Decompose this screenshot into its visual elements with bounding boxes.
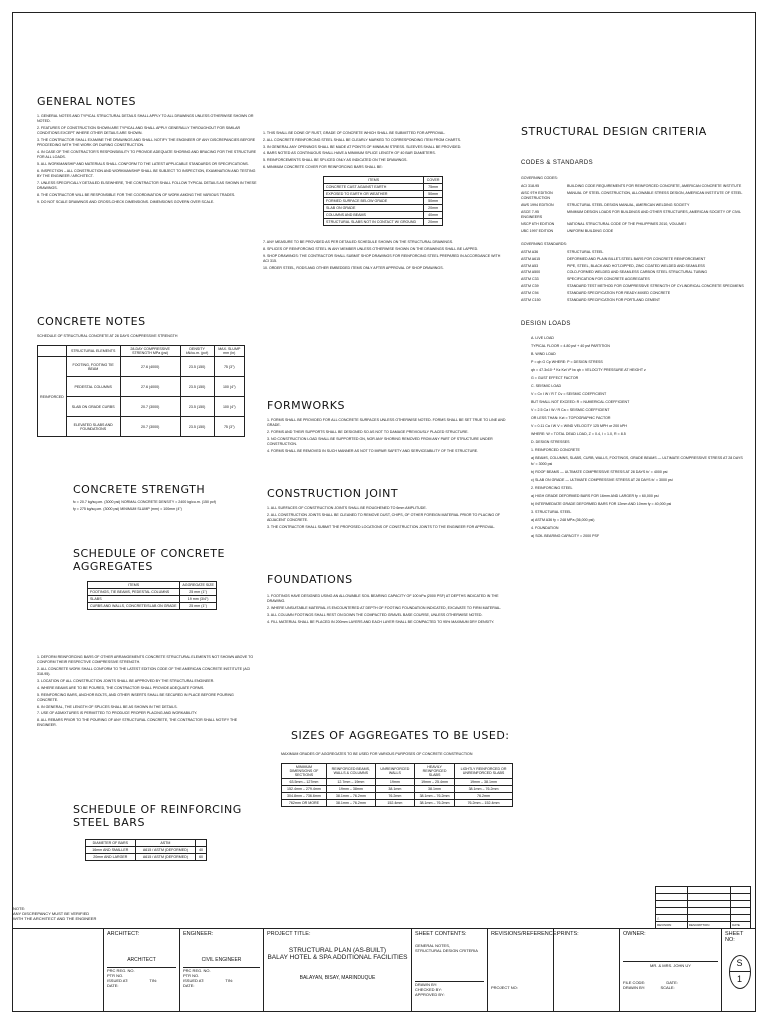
load-line: qh = 47.3x10⁻⁶ Kz Kzt V² Iw qh = VELOCITY PRESSURE AT HEIGHT z bbox=[531, 367, 646, 372]
note-line: 1. DEFORM REINFORCING BARS OF OTHER ARRANGEMENTS CONCRETE STRUCTURAL ELEMENTS NOT SHOWN ABOVE TO CONFORM THEIR RESPECTIVE COMPRESSIVE STRENGTH. bbox=[37, 655, 254, 665]
issued-label: ISSUED AT: bbox=[183, 978, 205, 983]
load-line: D. DESIGN STRESSES bbox=[531, 439, 570, 444]
table-header: MAX. SLUMP mm (in) bbox=[214, 346, 244, 357]
sheet-number: 1 bbox=[730, 971, 750, 987]
load-line: V = 0.11 Ca I W V = WIND VELOCITY 125 MPH or 200 kPH bbox=[531, 423, 627, 428]
design-loads-title: DESIGN LOADS bbox=[521, 320, 571, 327]
project-title-cell bbox=[263, 929, 411, 1011]
rev-date-label: DATE bbox=[731, 922, 751, 929]
standard-desc: STANDARD TEST METHOD FOR COMPRESSIVE STRENGTH OF CYLINDRICAL CONCRETE SPECIMENS bbox=[567, 283, 744, 288]
code-id: AISC 9TH EDITION bbox=[521, 191, 553, 195]
standards-list bbox=[521, 250, 747, 303]
owner-name: MR. & MRS. JOHN UY bbox=[623, 961, 718, 968]
revisions-label: REVISIONS/REFERENCE: bbox=[491, 931, 558, 937]
table-cell: 40 bbox=[196, 847, 207, 854]
cover-table-header: COVER bbox=[424, 177, 443, 184]
general-note: 5. REINFORCEMENTS SHALL BE SPLICED ONLY AS INDICATED ON THE DRAWINGS. bbox=[263, 158, 408, 163]
code-id: NSCP 6TH EDITION bbox=[521, 221, 555, 226]
table-header: HEAVILY REINFORCED SLABS bbox=[415, 764, 455, 779]
governing-codes-label: GOVERNING CODES: bbox=[521, 176, 558, 180]
sheet-contents-line: STRUCTURAL DESIGN CRITERIA bbox=[415, 948, 478, 953]
standard-id: ASTM C150 bbox=[521, 297, 541, 302]
codes-list bbox=[521, 184, 747, 234]
foundations-section bbox=[267, 573, 507, 626]
table-cell: 25 mm (1") bbox=[180, 603, 217, 610]
table-row bbox=[282, 779, 513, 786]
design-loads-list bbox=[531, 335, 747, 540]
concrete-notes-intro: SCHEDULE OF STRUCTURAL CONCRETE AT 28 DAYS COMPRESSIVE STRENGTH bbox=[37, 334, 178, 338]
standard-item bbox=[521, 250, 747, 255]
concrete-strength-table bbox=[37, 345, 245, 437]
sheet-no-cell bbox=[721, 929, 757, 1011]
aggregates-schedule-title: SCHEDULE OF CONCRETE AGGREGATES bbox=[73, 547, 225, 573]
prints-label: PRINTS: bbox=[557, 931, 579, 937]
owner-label: OWNER: bbox=[623, 931, 646, 937]
table-cell: ELEVATED SLABS AND FOUNDATIONS bbox=[66, 417, 120, 437]
table-row bbox=[86, 847, 207, 854]
standard-desc: STANDARD SPECIFICATION FOR READY-MIXED CONCRETE bbox=[567, 290, 671, 295]
date-label: DATE: bbox=[107, 983, 119, 988]
sheet-contents-line: GENERAL NOTES, bbox=[415, 943, 450, 948]
standard-id: ASTM C33 bbox=[521, 277, 539, 282]
note-line: fy = 275 kg/sq.cm. (3000 psi) MINIMUM SLUMP (mm) = 100mm (4") bbox=[73, 506, 182, 511]
code-item bbox=[521, 184, 747, 189]
standard-desc: COLD-FORMED WELDED AND SEAMLESS CARBON STEEL STRUCTURAL TUBING bbox=[567, 270, 708, 275]
engineer-name: CIVIL ENGINEER bbox=[201, 957, 242, 963]
standard-item bbox=[521, 264, 747, 269]
table-cell: 75 (3") bbox=[214, 357, 244, 377]
table-header bbox=[196, 840, 207, 847]
table-header: DENSITY kN/cu.m. (pcf) bbox=[180, 346, 214, 357]
note-line: fc = 20.7 kg/sq.cm. (3000 psi) NORMAL CONCRETE DENSITY = 2400 kg/cu.m. (150 pcf) bbox=[73, 500, 217, 504]
design-criteria-section bbox=[521, 125, 747, 541]
general-notes-title: GENERAL NOTES bbox=[37, 95, 137, 108]
note-line: 4. FORMS SHALL BE REMOVED IN SUCH MANNER AS NOT TO IMPAIR SAFETY AND SERVICEABILITY OF THE STRUCTURE. bbox=[267, 448, 479, 453]
note-line: 7. USE OF ADMIXTURES IS PERMITTED TO PRODUCE PROPER PLACING AND WORKABILITY. bbox=[37, 711, 198, 716]
load-line: a) BEAMS, COLUMNS, SLABS, CURB, WALLS, FOOTINGS, GRADE BEAMS — ULTIMATE COMPRESSIVE STRESS AT 28 DAYS fc' = 3000 psi bbox=[531, 455, 743, 467]
table-row bbox=[324, 205, 443, 212]
standard-id: ASTM A53 bbox=[521, 263, 539, 268]
general-note: 5. ALL WORKMANSHIP AND MATERIALS SHALL CONFORM TO THE LATEST APPLICABLE STANDARDS OR SPECIFICATIONS. bbox=[37, 162, 249, 166]
code-desc: STRUCTURAL STEEL DESIGN MANUAL, AMERICAN WELDING SOCIETY bbox=[567, 203, 690, 207]
concrete-notes-title: CONCRETE NOTES bbox=[37, 315, 146, 328]
note-line: 9. SHOP DRAWINGS: THE CONTRACTOR SHALL SUBMIT SHOP DRAWINGS FOR REINFORCING STEEL PREPARED IN ACCORDANCE WITH ACI 315. bbox=[263, 253, 501, 263]
foundations-title: FOUNDATIONS bbox=[267, 573, 353, 586]
cover-table bbox=[323, 176, 443, 226]
sizes-aggregates-title: SIZES OF AGGREGATES TO BE USED: bbox=[291, 729, 510, 742]
date-label: DATE: bbox=[666, 980, 678, 985]
sheet-code: S bbox=[736, 958, 743, 968]
sizes-aggregates-intro: MAXIMUM GRADES OF AGGREGATES TO BE USED FOR VARIOUS PURPOSES OF CONCRETE CONSTRUCTION bbox=[281, 752, 473, 756]
cover-value: 50mm bbox=[424, 198, 443, 205]
ptr-label: PTR NO. bbox=[107, 973, 124, 978]
design-criteria-title: STRUCTURAL DESIGN CRITERIA bbox=[521, 125, 707, 138]
verify-note bbox=[13, 906, 133, 921]
cover-item: FORMED SURFACE BELOW GRADE bbox=[324, 198, 424, 205]
note-line: 8. SPLICES OF REINFORCING STEEL IN ANY MEMBER UNLESS OTHERWISE SHOWN ON THE DRAWINGS SHALL BE LAPPED. bbox=[263, 246, 479, 251]
note-line: 4. WHERE BEAMS ARE TO BE POURED, THE CONTRACTOR SHALL PROVIDE ADEQUATE FORMS. bbox=[37, 685, 205, 690]
note-line: 2. WHERE UNSUITABLE MATERIAL IS ENCOUNTERED AT DEPTH OF FOOTING FOUNDATION INDICATED, EXCAVATE TO FIRM MATERIAL. bbox=[267, 606, 502, 610]
general-note: 6. MINIMUM CONCRETE COVER FOR REINFORCING BARS SHALL BE: bbox=[263, 164, 383, 169]
revision-grid bbox=[655, 886, 751, 929]
table-row bbox=[324, 184, 443, 191]
note-line: 7. ANY MEASURE TO BE PROVIDED AS PER DETAILED SCHEDULE SHOWN ON THE STRUCTURAL DRAWINGS. bbox=[263, 240, 454, 245]
table-header: ASTM bbox=[135, 840, 195, 847]
governing-standards-label: GOVERNING STANDARDS: bbox=[521, 241, 567, 246]
standard-desc: DEFORMED AND PLAIN BILLET-STEEL BARS FOR CONCRETE REINFORCEMENT bbox=[567, 256, 706, 261]
group-label: REINFORCED bbox=[38, 357, 67, 437]
table-row bbox=[88, 596, 217, 603]
table-cell: 16mm AND SMALLER bbox=[86, 847, 136, 854]
code-item bbox=[521, 229, 747, 234]
table-cell: 20.7 (3000) bbox=[120, 417, 180, 437]
standard-desc: STRUCTURAL STEEL bbox=[567, 250, 604, 254]
code-id: ASCE 7-95 bbox=[521, 209, 539, 214]
rebar-schedule-title: SCHEDULE OF REINFORCING STEEL BARS bbox=[73, 803, 242, 829]
drawn-by-label: DRAWN BY: bbox=[623, 985, 646, 990]
table-cell: 304.8mm – 736.6mm bbox=[282, 793, 327, 800]
aggregates-table bbox=[87, 581, 217, 610]
table-cell: 23.5 (150) bbox=[180, 357, 214, 377]
table-cell: 27.6 (4000) bbox=[120, 377, 180, 397]
sheet-no-label: SHEET NO: bbox=[725, 931, 744, 943]
project-no-label: PROJECT NO: bbox=[491, 985, 518, 990]
ptr-label: PTR NO. bbox=[183, 973, 200, 978]
standard-id: ASTM A500 bbox=[521, 270, 541, 275]
table-cell: 152.4mm – 279.4mm bbox=[282, 786, 327, 793]
table-cell: SLABS bbox=[88, 596, 180, 603]
construction-joint-title: CONSTRUCTION JOINT bbox=[267, 487, 399, 500]
cover-value: 20mm bbox=[424, 205, 443, 212]
approved-by-label: APPROVED BY: bbox=[415, 992, 445, 997]
drawn-by-label: DRAWN BY: bbox=[415, 981, 484, 987]
table-cell: 23.5 (150) bbox=[180, 377, 214, 397]
table-cell: 38.1mm bbox=[375, 786, 414, 793]
general-notes-section bbox=[37, 95, 257, 206]
note-line: 3. ALL COLUMN FOOTINGS SHALL REST ON DOWN THE COMPACTED GRAVEL BASE COURSE, UNLESS OTHERWISE NOTED. bbox=[267, 612, 483, 617]
table-header: MINIMUM DIMENSIONS OF SECTIONS bbox=[282, 764, 327, 779]
load-line: a) HIGH GRADE DEFORMED BARS FOR 16mm AND LARGER fy = 60,000 psi bbox=[531, 494, 659, 499]
general-note: 2. FEATURES OF CONSTRUCTION SHOWN ARE TYPICAL AND SHALL APPLY GENERALLY THROUGHOUT FOR SIMILAR CONDITIONS EXCEPT WHERE OTHER DETAILS ARE SHOWN. bbox=[37, 126, 241, 136]
cover-value: 20mm bbox=[424, 219, 443, 226]
table-cell: 38.1mm – 76.2mm bbox=[326, 793, 375, 800]
load-line: b) ROOF BEAMS — ULTIMATE COMPRESSIVE STRESS AT 28 DAYS fc' = 4000 psi bbox=[531, 470, 668, 475]
note-line: 8. ALL REBARS PRIOR TO THE POURING OF ANY STRUCTURAL CONCRETE, THE CONTRACTOR SHALL NOTIFY THE ENGINEER. bbox=[37, 718, 238, 728]
load-line: P = qh G Cp WHERE: P = DESIGN STRESS bbox=[531, 359, 603, 364]
table-cell: 152.4mm bbox=[375, 800, 414, 807]
code-item bbox=[521, 203, 747, 208]
code-desc: NATIONAL STRUCTURAL CODE OF THE PHILIPPINES 2010, VOLUME I bbox=[567, 221, 687, 226]
note-line: 6. IN GENERAL, THE LENGTH OF SPLICES SHALL BE AS SHOWN IN THE DETAILS. bbox=[37, 704, 178, 709]
standard-id: ASTM A36 bbox=[521, 250, 539, 254]
table-cell: FOOTINGS, TIE BEAMS, PEDESTAL COLUMNS bbox=[88, 589, 180, 596]
table-cell: 762mm OR MORE bbox=[282, 800, 327, 807]
formworks-section bbox=[267, 399, 507, 456]
table-header: 28-DAY COMPRESSIVE STRENGTH MPa (psi) bbox=[120, 346, 180, 357]
table-cell: A615 / ASTM (DEFORMED) bbox=[135, 854, 195, 861]
code-item bbox=[521, 222, 747, 227]
table-header: ITEMS bbox=[88, 582, 180, 589]
load-line: c) SLAB ON GRADE — ULTIMATE COMPRESSIVE STRESS AT 28 DAYS fc' = 3000 psi bbox=[531, 478, 673, 483]
general-note: 1. THIS SHALL BE DONE OF RUST, GRADE OF CONCRETE WHICH SHALL BE SUBMITTED FOR APPROVAL. bbox=[263, 131, 446, 135]
note-line: WITH THE ARCHITECT AND THE ENGINEER bbox=[13, 916, 97, 921]
load-line: WHERE: W = TOTAL DEAD LOAD, Z = 0.4, I = 1.0, R = 8.5 bbox=[531, 431, 626, 436]
table-cell: 100 (4") bbox=[214, 377, 244, 397]
architect-label: ARCHITECT: bbox=[107, 931, 140, 937]
note-line: 3. THE CONTRACTOR SHALL SUBMIT THE PROPOSED LOCATIONS OF CONSTRUCTION JOINTS TO THE ENGINEER FOR APPROVAL. bbox=[267, 524, 496, 529]
table-row bbox=[86, 854, 207, 861]
cover-item: STRUCTURAL SLABS NOT IN CONTACT W/ GROUND bbox=[324, 219, 424, 226]
concrete-notes-section bbox=[37, 315, 247, 437]
table-row bbox=[38, 377, 245, 397]
project-location: BALAYAN, BISAY, MARINDUQUE bbox=[299, 975, 376, 981]
table-row bbox=[282, 786, 513, 793]
load-line: a) ASTM A36 fy = 248 MPa (36,000 psi) bbox=[531, 518, 595, 523]
standard-item bbox=[521, 298, 747, 303]
general-note: 4. BARS NOTED AS CONTINUOUS SHALL HAVE A MINIMUM SPLICE LENGTH OF 40 BAR DIAMETERS. bbox=[263, 151, 436, 156]
table-cell: A615 / ASTM (DEFORMED) bbox=[135, 847, 195, 854]
table-cell: 23.5 (150) bbox=[180, 417, 214, 437]
note-line: 3. NO CONSTRUCTION LOAD SHALL BE SUPPORTED ON, NOR ANY SHORING REMOVED FROM ANY PART OF STRUCTURE UNDER CONSTRUCTION. bbox=[267, 436, 493, 446]
table-row bbox=[38, 417, 245, 437]
table-cell: 19mm bbox=[375, 779, 414, 786]
general-note: 3. THE CONTRACTOR SHALL EXAMINE THE DRAWINGS AND SHALL NOTIFY THE ENGINEER OF ANY DISCREPANCIES BEFORE PROCEEDING WITH THE WORK OR DURING CONSTRUCTION. bbox=[37, 138, 256, 148]
load-line: 2. REINFORCING STEEL bbox=[531, 486, 573, 491]
general-note: 4. IN CASE OF THE CONTRACTOR'S RESPONSIBILITY TO PROVIDE ADEQUATE SHORING AND BRACING FOR THE STRUCTURE FOR ALL LOADS. bbox=[37, 150, 257, 160]
table-cell: 25 mm (1") bbox=[180, 589, 217, 596]
code-desc: MINIMUM DESIGN LOADS FOR BUILDINGS AND OTHER STRUCTURES, AMERICAN SOCIETY OF CIVIL ENGINEERS bbox=[521, 209, 741, 219]
code-desc: MANUAL OF STEEL CONSTRUCTION, ALLOWABLE STRESS DESIGN, AMERICAN INSTITUTE OF STEEL CONSTRUCTION bbox=[521, 191, 743, 201]
note-line: ANY DISCREPANCY MUST BE VERIFIED bbox=[13, 911, 90, 916]
rebar-notes-section bbox=[37, 655, 255, 730]
engineer-label: ENGINEER: bbox=[183, 931, 214, 937]
table-row bbox=[38, 397, 245, 417]
load-line: 1. REINFORCED CONCRETE bbox=[531, 447, 580, 452]
table-cell: 38.1mm bbox=[415, 786, 455, 793]
sizes-aggregates-section bbox=[281, 729, 521, 807]
table-cell: 20mm AND LARGER bbox=[86, 854, 136, 861]
general-note: 6. INSPECTION – ALL CONSTRUCTION AND WORKMANSHIP SHALL BE SUBJECT TO INSPECTION, EXAMINATION AND TESTING BY THE ENGINEER / ARCHITECT. bbox=[37, 168, 256, 178]
standard-desc: STANDARD SPECIFICATION FOR PORTLAND CEMENT bbox=[567, 297, 661, 302]
cover-item: COLUMNS AND BEAMS bbox=[324, 212, 424, 219]
owner-cell bbox=[619, 929, 721, 1011]
table-cell: 76.2mm bbox=[455, 793, 513, 800]
table-cell: 63.5mm – 127mm bbox=[282, 779, 327, 786]
table-cell: 38.1mm – 76.2mm bbox=[455, 786, 513, 793]
table-cell: PEDESTAL COLUMNS bbox=[66, 377, 120, 397]
table-cell: SLAB ON GRADE CURBS bbox=[66, 397, 120, 417]
drawing-sheet bbox=[12, 12, 756, 1012]
general-note: 2. ALL CONCRETE REINFORCING STEEL SHALL BE CLEARLY MARKED TO CORRESPONDING ITEM FROM CHARTS. bbox=[263, 137, 461, 142]
triangle-icon: △ bbox=[656, 915, 688, 922]
concrete-strength-title: CONCRETE STRENGTH bbox=[73, 483, 206, 496]
standard-item bbox=[521, 270, 747, 275]
general-notes-col1 bbox=[37, 114, 257, 205]
prints-cell bbox=[553, 929, 619, 1011]
table-row bbox=[282, 793, 513, 800]
note-line: 1. FOOTINGS HAVE DESIGNED USING AN ALLOWABLE SOIL BEARING CAPACITY OF 100 kPa (2000 PSF) AT DEPTHS INDICATED IN THE DRAWING. bbox=[267, 594, 499, 604]
load-line: a) SOIL BEARING CAPACITY = 2000 PSF bbox=[531, 534, 600, 539]
scale-label: SCALE: bbox=[660, 985, 675, 990]
checked-by-label: CHECKED BY: bbox=[415, 987, 442, 992]
general-note: 9. DO NOT SCALE DRAWINGS AND CROSS-CHECK DIMENSIONS. DIMENSIONS GOVERN OVER SCALE. bbox=[37, 199, 215, 204]
code-desc: BUILDING CODE REQUIREMENTS FOR REINFORCED CONCRETE, AMERICAN CONCRETE INSTITUTE bbox=[567, 184, 742, 189]
cover-table-header: ITEMS bbox=[324, 177, 424, 184]
engineer-cell bbox=[179, 929, 263, 1011]
project-title-line2: BALAY HOTEL & SPA ADDITIONAL FACILITIES bbox=[267, 954, 408, 961]
table-cell: FOOTING, FOOTING TIE BEAM bbox=[66, 357, 120, 377]
table-row bbox=[88, 603, 217, 610]
table-cell: 19mm – 38.1mm bbox=[455, 779, 513, 786]
load-line: BUT SHALL NOT EXCEED: R = NUMERICAL COEFFICIENT bbox=[531, 399, 630, 404]
table-row bbox=[324, 198, 443, 205]
load-line: C. SEISMIC LOAD bbox=[531, 383, 562, 388]
rebar-table bbox=[85, 839, 207, 861]
concrete-strength-section bbox=[73, 483, 253, 514]
standard-item bbox=[521, 257, 747, 262]
revision-label: REVISION bbox=[656, 922, 688, 929]
table-cell: 23.5 (150) bbox=[180, 397, 214, 417]
load-line: B. WIND LOAD bbox=[531, 351, 556, 356]
standard-desc: PIPE, STEEL, BLACK AND HOT-DIPPED, ZINC COATED WELDED AND SEAMLESS bbox=[567, 263, 705, 268]
note-line: 1. FORMS SHALL BE PROVIDED FOR ALL CONCRETE SURFACES UNLESS OTHERWISE NOTED. FORMS SHALL BE SET TRUE TO LINE AND GRADE. bbox=[267, 418, 506, 428]
note-line: 5. REINFORCING BARS, ANCHOR BOLTS, AND OTHER INSERTS SHALL BE SECURED IN PLACE BEFORE POURING CONCRETE. bbox=[37, 692, 234, 702]
note-line: 1. ALL SURFACES OF CONSTRUCTION JOINTS SHALL BE ROUGHENED TO 6mm AMPLITUDE. bbox=[267, 506, 427, 510]
sizes-aggregates-table bbox=[281, 763, 513, 807]
table-row bbox=[324, 219, 443, 226]
codes-standards-title: CODES & STANDARDS bbox=[521, 160, 594, 166]
code-id: AWS 1994 EDITION bbox=[521, 203, 554, 207]
code-item bbox=[521, 191, 747, 201]
cover-item: EXPOSED TO EARTH OR WEATHER bbox=[324, 191, 424, 198]
date-label: DATE: bbox=[183, 983, 195, 988]
load-line: G = GUST EFFECT FACTOR bbox=[531, 375, 579, 380]
aggregates-schedule-section bbox=[73, 547, 253, 610]
table-row bbox=[38, 357, 245, 377]
table-cell: 19 mm (3/4") bbox=[180, 596, 217, 603]
table-row bbox=[88, 589, 217, 596]
architect-name: ARCHITECT bbox=[127, 957, 156, 963]
note-line: 2. FORMS AND THEIR SUPPORTS SHALL BE DESIGNED SO AS NOT TO DAMAGE PREVIOUSLY PLACED STRUCTURE. bbox=[267, 430, 469, 434]
sheet-contents-cell bbox=[411, 929, 487, 1011]
standard-item bbox=[521, 284, 747, 289]
code-desc: UNIFORM BUILDING CODE bbox=[567, 228, 614, 233]
cover-value: 40mm bbox=[424, 212, 443, 219]
load-line: V = Cv I W / R T Cv = SEISMIC COEFFICIENT bbox=[531, 391, 607, 396]
cover-value: 75mm bbox=[424, 184, 443, 191]
description-label: DESCRIPTION bbox=[687, 922, 730, 929]
table-header: LIGHTLY REINFORCED OR UNREINFORCED SLABS bbox=[455, 764, 513, 779]
rebar-schedule-section bbox=[73, 803, 263, 861]
standard-desc: SPECIFICATION FOR CONCRETE AGGREGATES bbox=[567, 277, 650, 282]
load-line: A. LIVE LOAD bbox=[531, 335, 554, 340]
table-cell: 38.1mm – 76.2mm bbox=[415, 800, 455, 807]
table-cell: CURBS AND WALLS, CONCRETE/SLAB ON GRADE bbox=[88, 603, 180, 610]
table-header: REINFORCED BEAMS, WALLS & COLUMNS bbox=[326, 764, 375, 779]
general-notes-col2 bbox=[263, 131, 503, 273]
code-item bbox=[521, 210, 747, 220]
standard-item bbox=[521, 277, 747, 282]
table-header: STRUCTURAL ELEMENTS bbox=[66, 346, 120, 357]
table-cell: 38.1mm – 76.2mm bbox=[415, 793, 455, 800]
tin-label: TIN: bbox=[225, 978, 233, 983]
code-id: UBC 1997 EDITION bbox=[521, 228, 554, 233]
file-code-label: FILE CODE: bbox=[623, 980, 646, 985]
table-cell: 27.6 (4000) bbox=[120, 357, 180, 377]
table-header: UNREINFORCED WALLS bbox=[375, 764, 414, 779]
table-cell: 100 (4") bbox=[214, 397, 244, 417]
formworks-title: FORMWORKS bbox=[267, 399, 345, 412]
project-title-line1: STRUCTURAL PLAN (AS-BUILT) bbox=[288, 947, 387, 954]
cover-item: CONCRETE CAST AGAINST EARTH bbox=[324, 184, 424, 191]
general-note: 1. GENERAL NOTES AND TYPICAL STRUCTURAL DETAILS SHALL APPLY TO ALL DRAWINGS UNLESS OTHERWISE SHOWN OR NOTED. bbox=[37, 114, 254, 124]
standard-id: ASTM A615 bbox=[521, 256, 541, 261]
table-cell: 19mm – 25.4mm bbox=[415, 779, 455, 786]
tin-label: TIN: bbox=[149, 978, 157, 983]
general-note: 8. THE CONTRACTOR WILL BE RESPONSIBLE FOR THE COORDINATION OF WORK AMONG THE VARIOUS TRADES. bbox=[37, 192, 236, 197]
table-cell: 38.1mm – 76.2mm bbox=[326, 800, 375, 807]
load-line: b) INTERMEDIATE GRADE DEFORMED BARS FOR 12mm AND 10mm fy = 40,000 psi bbox=[531, 502, 672, 507]
project-label: PROJECT TITLE: bbox=[267, 931, 311, 937]
general-note: 3. IN GENERAL ANY OPENINGS SHALL BE MADE AT POINTS OF MINIMUM STRESS. SLEEVES SHALL BE PROVIDED. bbox=[263, 144, 462, 149]
note-line: 10. ORDER STEEL, RODS AND OTHER EMBEDDED ITEMS ONLY AFTER APPROVAL OF SHOP DRAWINGS. bbox=[263, 265, 444, 270]
prc-label: PRC REG. NO. bbox=[183, 967, 260, 973]
table-header: DIAMETER OF BARS bbox=[86, 840, 136, 847]
sheet-number-bubble bbox=[729, 955, 751, 989]
table-cell: 76.2mm bbox=[375, 793, 414, 800]
table-cell: 76.2mm – 152.4mm bbox=[455, 800, 513, 807]
title-block bbox=[13, 928, 755, 1011]
construction-joint-section bbox=[267, 487, 507, 532]
note-label: NOTE: bbox=[13, 906, 26, 911]
table-cell: 60 bbox=[196, 854, 207, 861]
standard-item bbox=[521, 291, 747, 296]
table-row bbox=[282, 800, 513, 807]
note-line: 3. LOCATION OF ALL CONSTRUCTION JOINTS SHALL BE APPROVED BY THE STRUCTURAL ENGINEER. bbox=[37, 679, 215, 683]
table-cell: 75 (3") bbox=[214, 417, 244, 437]
standard-id: ASTM C94 bbox=[521, 290, 539, 295]
general-note: 7. UNLESS SPECIFICALLY DETAILED ELSEWHERE, THE CONTRACTOR SHALL FOLLOW TYPICAL DETAILS AS SHOWN IN THESE DRAWINGS. bbox=[37, 180, 257, 190]
table-row bbox=[324, 191, 443, 198]
load-line: V = 2.5 Ca I W / R Ca = SEISMIC COEFFICIENT bbox=[531, 407, 610, 412]
note-line: 2. ALL CONSTRUCTION JOINTS SHALL BE CLEANED TO REMOVE DUST, CHIPS, OF OTHER FOREIGN MATERIAL PRIOR TO PLACING OF ADJACENT CONCRETE. bbox=[267, 512, 501, 522]
table-cell: 12.7mm – 19mm bbox=[326, 779, 375, 786]
load-line: 4. FOUNDATION bbox=[531, 526, 559, 531]
note-line: 2. ALL CONCRETE WORK SHALL CONFORM TO THE LATEST EDITION CODE OF THE AMERICAN CONCRETE INSTITUTE (ACI 318-95). bbox=[37, 667, 251, 677]
issued-label: ISSUED AT: bbox=[107, 978, 129, 983]
load-line: OR LESS THAN: Kzt = TOPOGRAPHIC FACTOR bbox=[531, 415, 611, 420]
cover-item: SLAB ON GRADE bbox=[324, 205, 424, 212]
load-line: 3. STRUCTURAL STEEL bbox=[531, 510, 572, 515]
note-line: 4. FILL MATERIAL SHALL BE PLACED IN 200mm LAYERS AND EACH LAYER SHALL BE COMPACTED TO 95% MAXIMUM DRY DENSITY. bbox=[267, 619, 495, 624]
load-line: TYPICAL FLOOR = 4.80 psf + 40 psf PARTITION bbox=[531, 343, 610, 348]
after-cover-notes bbox=[263, 240, 503, 271]
standard-id: ASTM C39 bbox=[521, 283, 539, 288]
revisions-cell bbox=[487, 929, 558, 1011]
cover-value: 50mm bbox=[424, 191, 443, 198]
code-id: ACI 318-95 bbox=[521, 184, 540, 189]
prc-label: PRC REG. NO. bbox=[107, 967, 176, 973]
table-row bbox=[324, 212, 443, 219]
sheet-contents-label: SHEET CONTENTS: bbox=[415, 931, 467, 937]
table-cell: 19mm – 38mm bbox=[326, 786, 375, 793]
architect-cell bbox=[103, 929, 179, 1011]
table-cell: 20.7 (3000) bbox=[120, 397, 180, 417]
table-header: AGGREGATE SIZE bbox=[180, 582, 217, 589]
